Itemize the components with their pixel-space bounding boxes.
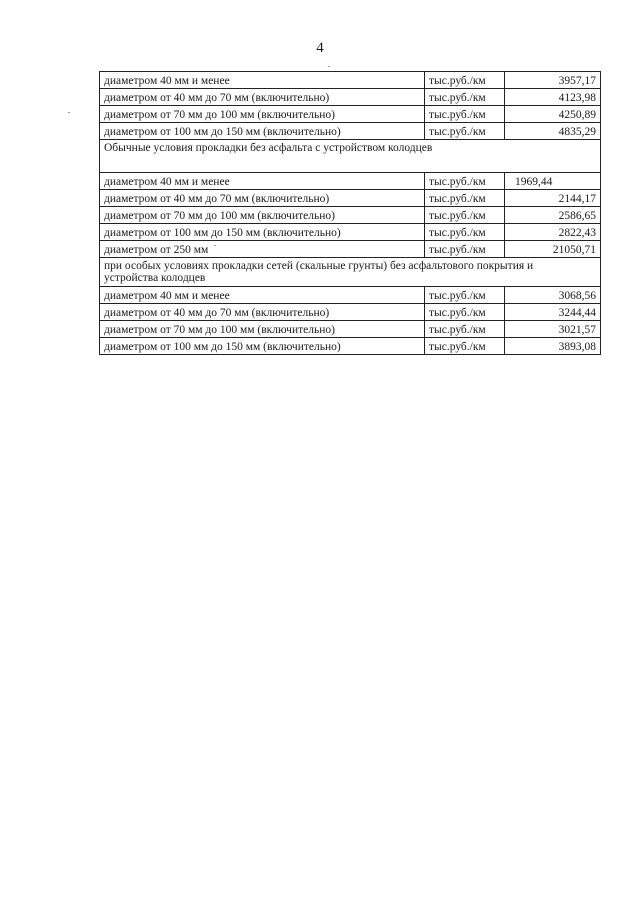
table-row [100, 338, 601, 355]
table-row [100, 106, 601, 123]
row-description: диаметром от 100 мм до 150 мм (включительно) [100, 338, 425, 355]
row-value: 3068,56 [505, 287, 601, 304]
table-row [100, 207, 601, 224]
scan-speck [328, 66, 330, 67]
table-row [100, 190, 601, 207]
table-row [100, 173, 601, 190]
row-value: 4123,98 [505, 89, 601, 106]
row-description: диаметром от 70 мм до 100 мм (включительно) [100, 106, 425, 123]
row-description: диаметром от 40 мм до 70 мм (включительно) [100, 190, 425, 207]
row-value: 3021,57 [505, 321, 601, 338]
row-value: 21050,71 [505, 241, 601, 258]
row-unit: тыс.руб./км [425, 123, 505, 140]
row-description: диаметром от 40 мм до 70 мм (включительно) [100, 304, 425, 321]
row-unit: тыс.руб./км [425, 72, 505, 89]
section-heading-line: устройства колодцев [104, 272, 206, 284]
row-unit: тыс.руб./км [425, 190, 505, 207]
table-row [100, 304, 601, 321]
section-heading [100, 258, 601, 287]
row-value: 4250,89 [505, 106, 601, 123]
table-row [100, 89, 601, 106]
page-number: 4 [316, 40, 324, 56]
row-description: диаметром от 70 мм до 100 мм (включительно) [100, 207, 425, 224]
table-row [100, 123, 601, 140]
row-description: диаметром 40 мм и менее [100, 287, 425, 304]
row-description: диаметром от 100 мм до 150 мм (включительно) [100, 224, 425, 241]
row-unit: тыс.руб./км [425, 106, 505, 123]
row-unit: тыс.руб./км [425, 89, 505, 106]
row-unit: тыс.руб./км [425, 224, 505, 241]
scan-speck [68, 112, 70, 113]
row-description: диаметром 40 мм и менее [100, 72, 425, 89]
row-unit: тыс.руб./км [425, 287, 505, 304]
table-row [100, 287, 601, 304]
row-unit: тыс.руб./км [425, 241, 505, 258]
section-heading-line: при особых условиях прокладки сетей (скальные грунты) без асфальтового покрытия и [104, 260, 534, 272]
row-unit: тыс.руб./км [425, 321, 505, 338]
table-row [100, 241, 601, 258]
row-description: диаметром от 100 мм до 150 мм (включительно) [100, 123, 425, 140]
section-heading-row [100, 258, 601, 287]
row-value: 4835,29 [505, 123, 601, 140]
section-heading-row [100, 140, 601, 173]
row-value: 3244,44 [505, 304, 601, 321]
row-value: 3957,17 [505, 72, 601, 89]
row-unit: тыс.руб./км [425, 338, 505, 355]
table-row [100, 224, 601, 241]
row-description: диаметром 40 мм и менее [100, 173, 425, 190]
row-description: диаметром от 250 мм [100, 241, 425, 258]
section-heading: Обычные условия прокладки без асфальта с устройством колодцев [100, 140, 601, 173]
row-value: 2144,17 [505, 190, 601, 207]
row-description: диаметром от 40 мм до 70 мм (включительно) [100, 89, 425, 106]
row-value: 2822,43 [505, 224, 601, 241]
tariff-table [99, 71, 601, 355]
row-unit: тыс.руб./км [425, 173, 505, 190]
row-value: 1969,44 [505, 173, 601, 190]
row-description: диаметром от 70 мм до 100 мм (включительно) [100, 321, 425, 338]
table-row [100, 72, 601, 89]
row-value: 3893,08 [505, 338, 601, 355]
row-value: 2586,65 [505, 207, 601, 224]
table-row [100, 321, 601, 338]
row-unit: тыс.руб./км [425, 304, 505, 321]
row-unit: тыс.руб./км [425, 207, 505, 224]
